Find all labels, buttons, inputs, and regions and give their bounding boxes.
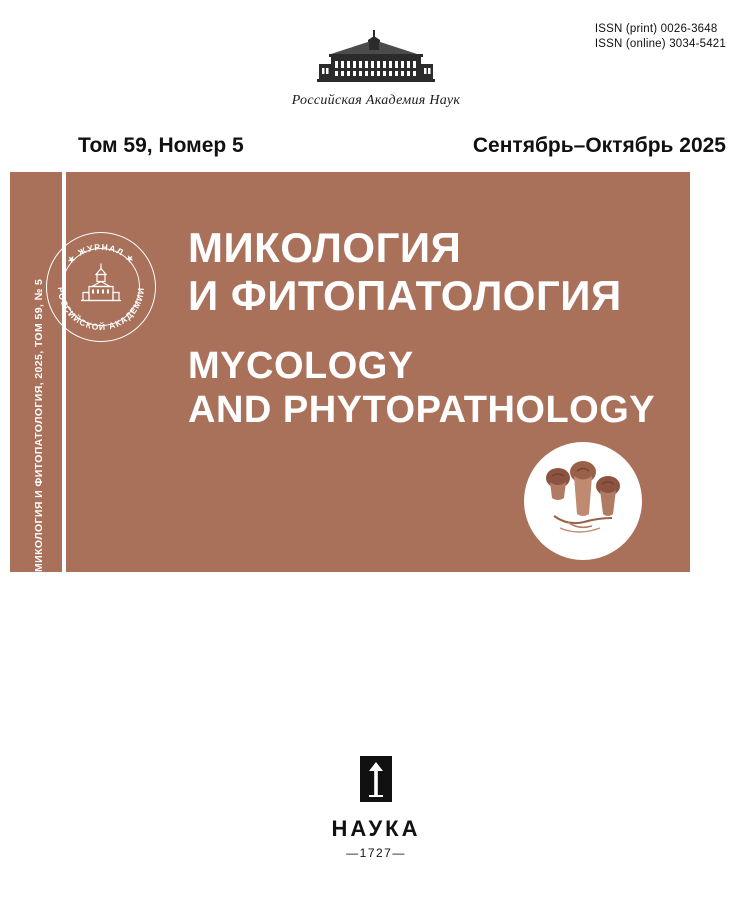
journal-seal — [46, 232, 156, 342]
nauka-publisher-logo-icon — [359, 755, 393, 808]
title-english-line1: MYCOLOGY — [188, 345, 414, 387]
publisher-year: —1727— — [346, 846, 406, 860]
journal-cover-panel — [10, 172, 690, 572]
russian-academy-of-sciences-building-icon — [311, 28, 441, 95]
title-russian-line1: МИКОЛОГИЯ — [188, 224, 462, 271]
title-english-line2: AND PHYTOPATHOLOGY — [188, 389, 656, 431]
svg-text:★ ЖУРНАЛ ★: ★ ЖУРНАЛ ★ — [65, 241, 137, 266]
kunstkamera-tower-icon — [79, 261, 123, 314]
publisher-name: НАУКА — [331, 816, 421, 841]
issn-online: ISSN (online) 3034-5421 — [594, 38, 726, 50]
cover-titles — [188, 224, 670, 432]
issue-line — [0, 134, 752, 160]
title-russian — [188, 224, 670, 320]
svg-text:РОССИЙСКОЙ АКАДЕМИИ: РОССИЙСКОЙ АКАДЕМИИ — [55, 286, 147, 333]
mushrooms-illustration-icon — [524, 442, 642, 560]
spine-text: МИКОЛОГИЯ И ФИТОПАТОЛОГИЯ, 2025, ТОМ 59, № 5 — [33, 278, 45, 572]
volume-number: Том 59, Номер 5 — [78, 134, 244, 157]
academy-caption: Российская Академия Наук — [291, 93, 461, 108]
title-english — [188, 344, 670, 432]
issn-print: ISSN (print) 0026-3648 — [594, 23, 718, 35]
issue-dates: Сентябрь–Октябрь 2025 — [472, 134, 726, 157]
publisher-block — [0, 755, 752, 860]
title-russian-line2: И ФИТОПАТОЛОГИЯ — [188, 272, 622, 319]
academy-emblem — [0, 28, 752, 109]
